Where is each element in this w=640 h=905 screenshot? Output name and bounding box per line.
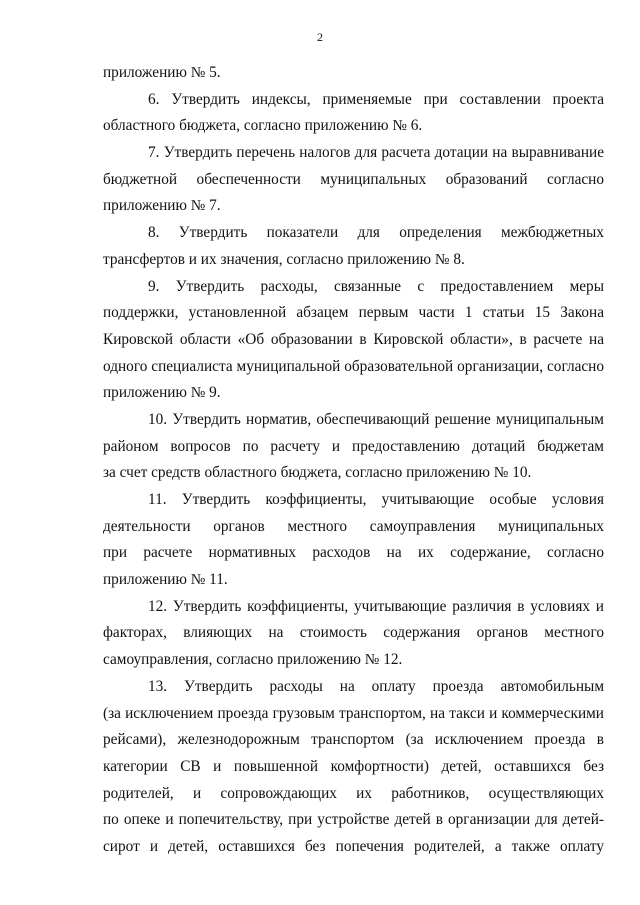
text-line: 10. Утвердить норматив, обеспечивающий решение муниципальным <box>148 410 604 428</box>
paragraph-11 <box>103 487 604 594</box>
text-line: Кировской области «Об образовании в Кировской области», в расчете на <box>103 330 604 348</box>
text-line: деятельности органов местного самоуправления муниципальных <box>103 517 604 535</box>
text-line: 9. Утвердить расходы, связанные с предоставлением меры <box>148 277 604 295</box>
text-line: (за исключением проезда грузовым транспортом, на такси и коммерческими <box>103 704 604 722</box>
text-line: 8. Утвердить показатели для определения межбюджетных <box>148 224 604 242</box>
text-line: 11. Утвердить коэффициенты, учитывающие особые условия <box>148 491 604 508</box>
text-line: бюджетной обеспеченности муниципальных образований согласно <box>103 170 604 188</box>
text-line: родителей, и сопровождающих их работников, осуществляющих <box>103 784 604 802</box>
text-line: приложению № 7. <box>103 197 221 215</box>
paragraph-9 <box>103 274 604 407</box>
paragraph-8 <box>103 220 604 273</box>
text-line: категории СВ и повышенной комфортности) детей, оставшихся без <box>103 757 604 775</box>
text-line: факторах, влияющих на стоимость содержания органов местного <box>103 624 604 642</box>
text-line: 12. Утвердить коэффициенты, учитывающие различия в условиях и <box>148 597 604 615</box>
paragraph-10 <box>103 407 604 487</box>
text-line: приложению № 11. <box>103 571 228 589</box>
text-line: поддержки, установленной абзацем первым части 1 статьи 15 Закона <box>103 304 604 322</box>
paragraph-5-tail <box>103 60 604 87</box>
paragraph-12 <box>103 594 604 674</box>
text-line: областного бюджета, согласно приложению № 6. <box>103 117 423 135</box>
text-line: приложению № 5. <box>103 64 221 81</box>
text-line: районом вопросов по расчету и предоставлению дотаций бюджетам <box>103 437 604 455</box>
document-body <box>103 60 604 861</box>
text-line: самоуправления, согласно приложению № 12. <box>103 651 403 669</box>
paragraph-7 <box>103 140 604 220</box>
text-line: за счет средств областного бюджета, согласно приложению № 10. <box>103 464 532 482</box>
paragraph-6 <box>103 87 604 140</box>
text-line: трансфертов и их значения, согласно приложению № 8. <box>103 250 465 268</box>
paragraph-13 <box>103 674 604 861</box>
text-line: по опеке и попечительству, при устройстве детей в организации для детей- <box>103 811 604 829</box>
text-line: рейсами), железнодорожным транспортом (за исключением проезда в <box>103 731 604 749</box>
text-line: 6. Утвердить индексы, применяемые при составлении проекта <box>148 90 604 108</box>
text-line: при расчете нормативных расходов на их содержание, согласно <box>103 544 604 562</box>
text-line: сирот и детей, оставшихся без попечения родителей, а также оплату <box>103 837 604 855</box>
text-line: приложению № 9. <box>103 384 221 402</box>
text-line: одного специалиста муниципальной образовательной организации, согласно <box>103 357 604 375</box>
text-line: 7. Утвердить перечень налогов для расчета дотации на выравнивание <box>148 144 604 162</box>
text-line: 13. Утвердить расходы на оплату проезда автомобильным <box>148 677 604 695</box>
page-number: 2 <box>317 30 323 44</box>
